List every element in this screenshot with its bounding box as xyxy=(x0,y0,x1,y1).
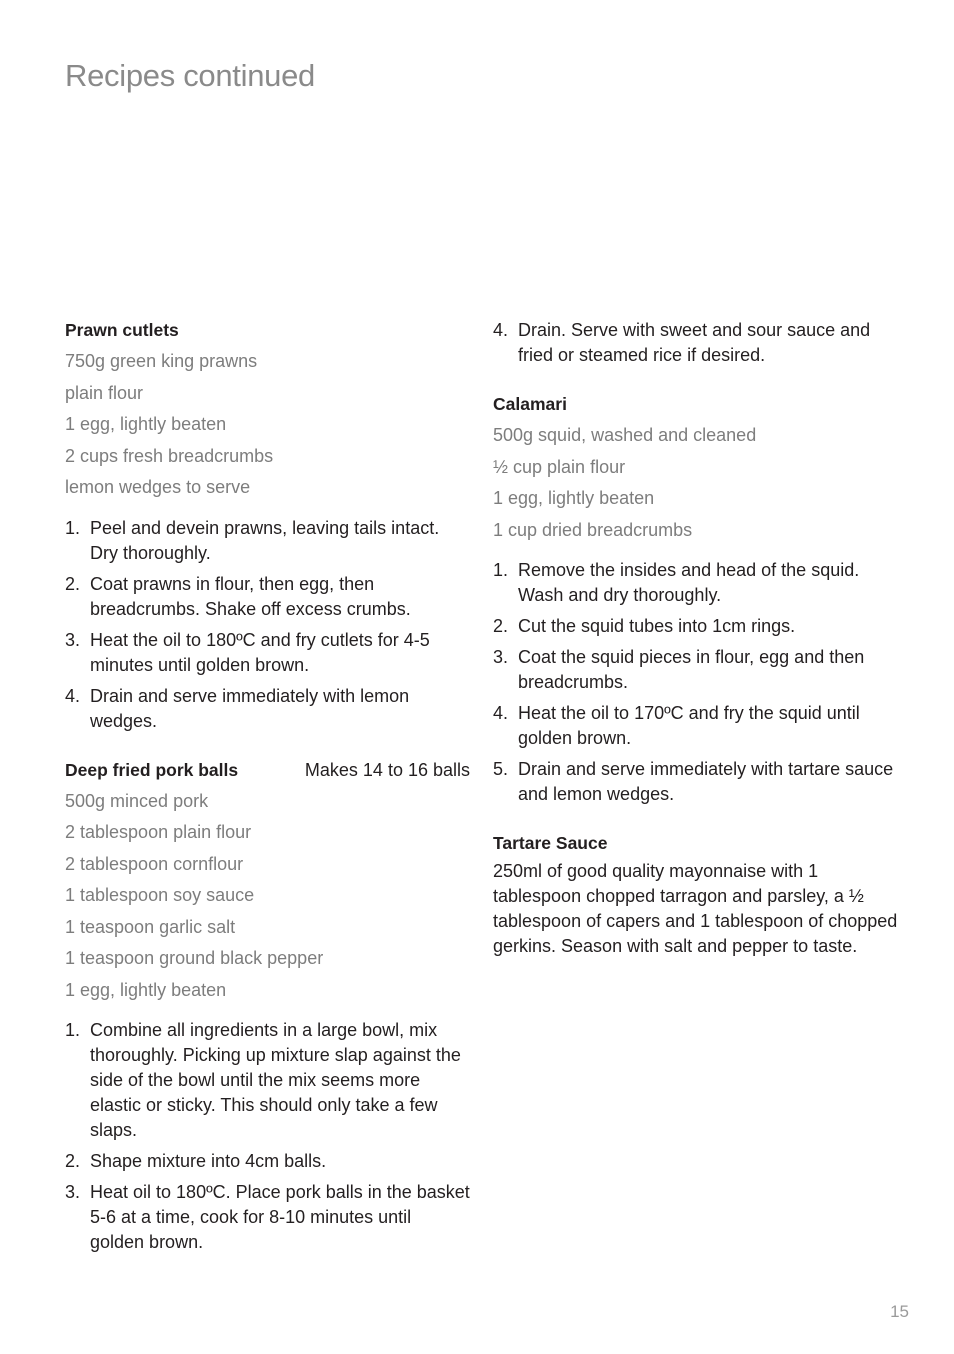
ingredient-item: 2 tablespoon plain flour xyxy=(65,822,252,842)
right-column xyxy=(493,318,903,983)
recipe-description: 250ml of good quality mayonnaise with 1 tablespoon chopped tarragon and parsley, a ½ tablespoon of capers and 1 tablespoon of chopped gerkins. Season with salt and pepper to taste. xyxy=(493,861,898,956)
step-text: Cut the squid tubes into 1cm rings. xyxy=(518,616,796,636)
step-text: Coat prawns in flour, then egg, then breadcrumbs. Shake off excess crumbs. xyxy=(90,573,411,619)
ingredient-list xyxy=(493,420,903,546)
step-number: 2. xyxy=(493,616,509,636)
method-step xyxy=(493,614,903,639)
method-step xyxy=(493,757,903,807)
step-number: 3. xyxy=(65,629,81,650)
step-number: 4. xyxy=(65,685,81,706)
method-step xyxy=(493,318,903,368)
recipe-title: Prawn cutlets xyxy=(65,320,179,340)
step-text: Coat the squid pieces in flour, egg and then breadcrumbs. xyxy=(518,647,865,692)
method-steps xyxy=(493,318,903,368)
step-text: Combine all ingredients in a large bowl, mix thoroughly. Picking up mixture slap against the side of the bowl until the mix seems more elastic or sticky. This should only take a few slaps. xyxy=(90,1020,461,1140)
ingredient-list xyxy=(65,346,470,504)
ingredient-item: 1 teaspoon ground black pepper xyxy=(65,948,324,968)
step-number: 2. xyxy=(65,573,81,594)
method-step xyxy=(65,572,470,622)
ingredient-item: 1 teaspoon garlic salt xyxy=(65,916,236,937)
step-number: 1. xyxy=(65,1020,81,1040)
recipe-tartare-sauce xyxy=(493,831,903,959)
recipe-calamari xyxy=(493,392,903,807)
method-step xyxy=(65,1180,470,1255)
step-text: Heat the oil to 170ºC and fry the squid until golden brown. xyxy=(518,703,860,748)
step-number: 3. xyxy=(65,1182,81,1202)
recipe-yield: Makes 14 to 16 balls xyxy=(304,759,470,780)
method-step xyxy=(493,645,903,695)
ingredient-item: lemon wedges to serve xyxy=(65,477,251,497)
step-text: Peel and devein prawns, leaving tails intact. Dry thoroughly. xyxy=(90,517,440,563)
ingredient-item: 2 tablespoon cornflour xyxy=(65,853,244,874)
recipe-pork-balls-continued xyxy=(493,318,903,368)
step-text: Heat oil to 180ºC. Place pork balls in the basket 5-6 at a time, cook for 8-10 minutes until golden brown. xyxy=(90,1182,470,1252)
step-number: 4. xyxy=(493,320,509,340)
step-text: Drain and serve immediately with tartare sauce and lemon wedges. xyxy=(518,759,894,804)
method-steps xyxy=(65,516,470,734)
ingredient-item: 750g green king prawns xyxy=(65,351,258,371)
step-text: Shape mixture into 4cm balls. xyxy=(90,1151,327,1171)
method-steps xyxy=(65,1018,470,1255)
ingredient-item: 500g squid, washed and cleaned xyxy=(493,425,757,445)
step-text: Drain and serve immediately with lemon wedges. xyxy=(90,685,410,731)
recipe-title: Deep fried pork balls xyxy=(65,759,239,780)
method-step xyxy=(65,516,470,566)
method-step xyxy=(65,684,470,734)
step-number: 5. xyxy=(493,759,509,779)
method-step xyxy=(493,558,903,608)
left-column xyxy=(65,318,470,1279)
step-number: 1. xyxy=(65,517,81,538)
method-step xyxy=(65,1018,470,1143)
recipe-heading-row xyxy=(65,758,470,782)
ingredient-item: plain flour xyxy=(65,382,144,403)
method-step xyxy=(493,701,903,751)
recipe-prawn-cutlets xyxy=(65,318,470,734)
page-title: Recipes continued xyxy=(65,58,315,93)
page-number: 15 xyxy=(890,1302,909,1321)
step-text: Heat the oil to 180ºC and fry cutlets for 4-5 minutes until golden brown. xyxy=(90,629,430,675)
ingredient-item: 1 tablespoon soy sauce xyxy=(65,885,255,905)
ingredient-list xyxy=(65,786,470,1007)
ingredient-item: 1 cup dried breadcrumbs xyxy=(493,519,693,540)
ingredient-item: 500g minced pork xyxy=(65,790,209,811)
ingredient-item: 1 egg, lightly beaten xyxy=(65,979,227,1000)
method-step xyxy=(65,1149,470,1174)
recipe-deep-fried-pork-balls xyxy=(65,758,470,1256)
method-steps xyxy=(493,558,903,807)
step-number: 1. xyxy=(493,560,509,580)
ingredient-item: 1 egg, lightly beaten xyxy=(493,488,655,508)
step-text: Remove the insides and head of the squid. Wash and dry thoroughly. xyxy=(518,560,860,605)
method-step xyxy=(65,628,470,678)
recipe-title: Tartare Sauce xyxy=(493,833,608,853)
step-number: 4. xyxy=(493,703,509,723)
step-number: 2. xyxy=(65,1151,81,1171)
step-number: 3. xyxy=(493,647,509,667)
ingredient-item: 2 cups fresh breadcrumbs xyxy=(65,445,274,466)
recipe-title: Calamari xyxy=(493,394,567,414)
ingredient-item: ½ cup plain flour xyxy=(493,456,626,477)
ingredient-item: 1 egg, lightly beaten xyxy=(65,414,227,434)
step-text: Drain. Serve with sweet and sour sauce and fried or steamed rice if desired. xyxy=(518,320,871,365)
